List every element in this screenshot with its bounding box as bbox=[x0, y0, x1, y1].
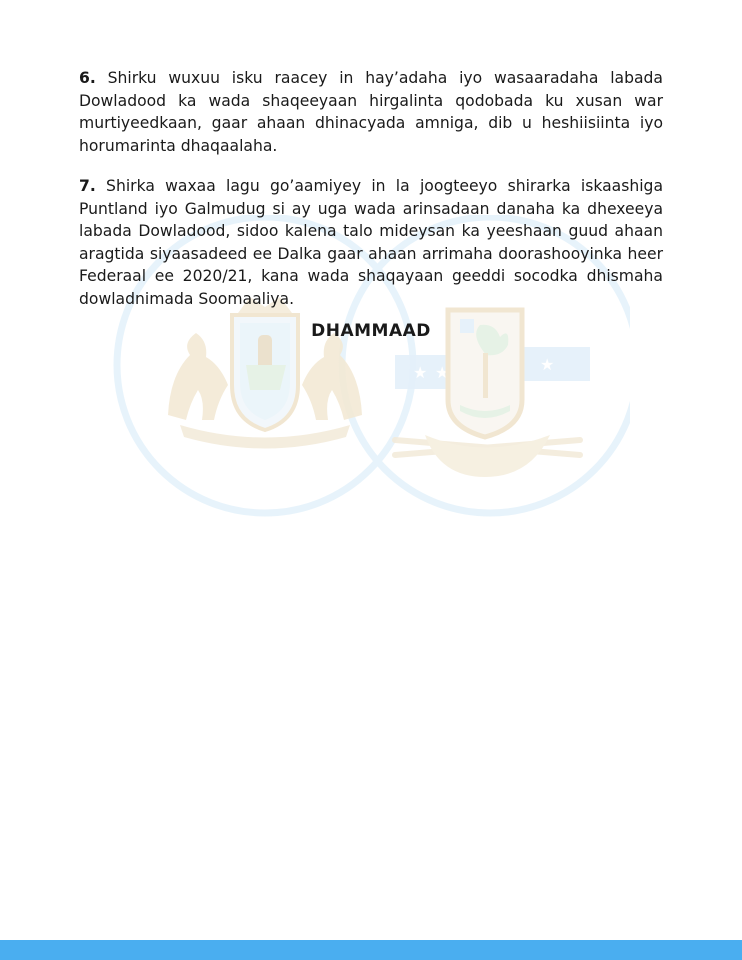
svg-text:★: ★ bbox=[540, 355, 555, 374]
paragraph-text: Shirku wuxuu isku raacey in hay’adaha iyo wasaaradaha labada Dowladood ka wada shaqeeyaan hirgalinta qodobada ku xusan war murtiyeedkaan, gaar ahaan dhinacyada amniga, dib u heshiisiinta iyo horumarinta dhaqaalaha. bbox=[79, 69, 663, 155]
paragraph-6 bbox=[79, 67, 663, 157]
document-body bbox=[79, 67, 663, 328]
closing-heading: DHAMMAAD bbox=[311, 321, 431, 341]
svg-text:★: ★ bbox=[435, 363, 450, 382]
svg-text:★: ★ bbox=[413, 363, 428, 382]
paragraph-number: 6. bbox=[79, 69, 96, 87]
paragraph-number: 7. bbox=[79, 177, 96, 195]
paragraph-text: Shirka waxaa lagu go’aamiyey in la joogteeyo shirarka iskaashiga Puntland iyo Galmudug si ay uga wada arinsadaan danaha ka dhexeeya labada Dowladood, sidoo kalena talo mideysan ka yeeshaan guud ahaan aragtida siyaasadeed ee Dalka gaar ahaan arrimaha doorashooyinka heer Federaal ee 2020/21, kana wada shaqayaan geeddi socodka dhismaha dowladnimada Soomaaliya. bbox=[79, 177, 663, 308]
paragraph-7 bbox=[79, 175, 663, 310]
footer-accent-bar bbox=[0, 940, 742, 960]
